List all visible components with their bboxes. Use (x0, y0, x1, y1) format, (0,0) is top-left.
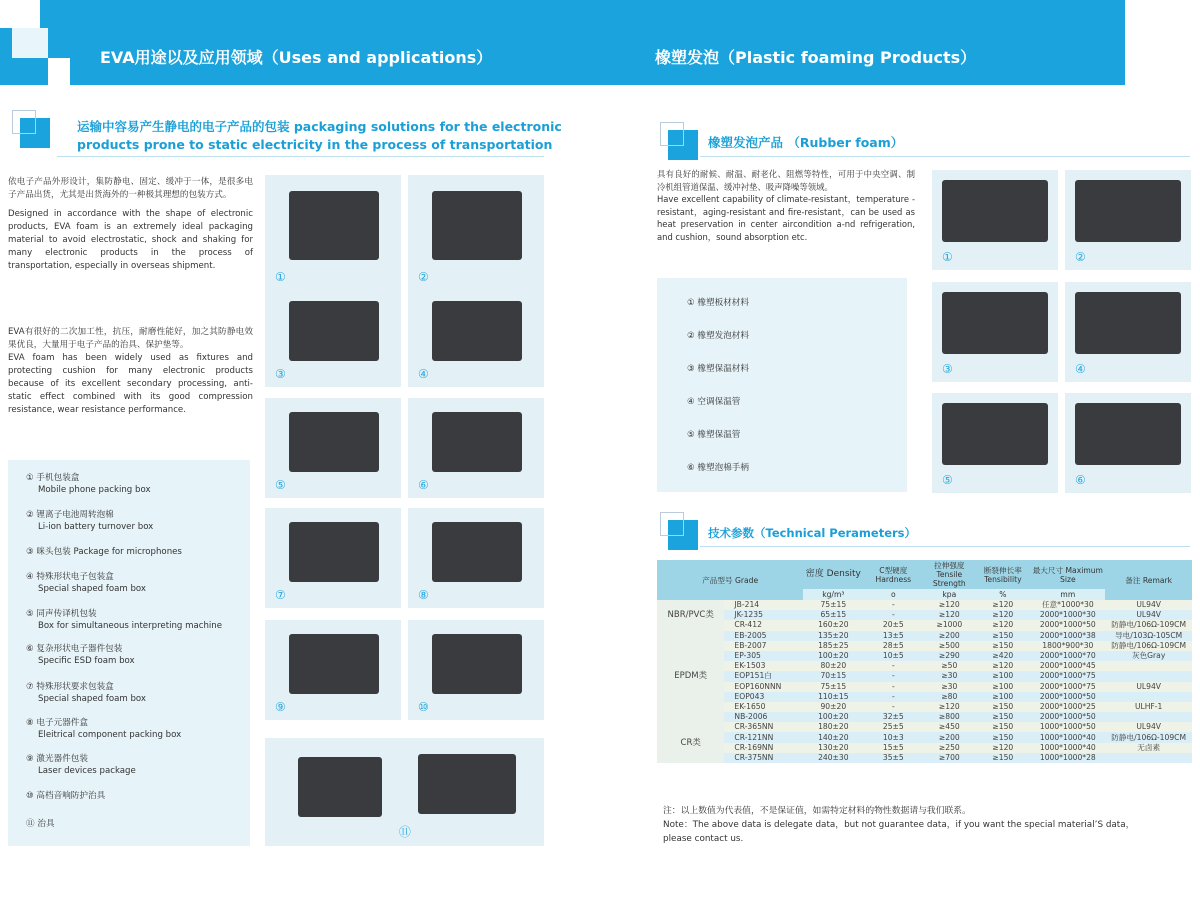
remark-cell: UL94V (1105, 610, 1192, 620)
remark-cell (1105, 712, 1192, 722)
image-number: ⑤ (942, 473, 953, 487)
tensibility-cell: ≥150 (975, 631, 1030, 641)
header-remark: 备注 Remark (1105, 560, 1192, 600)
remark-cell: UL94V (1105, 722, 1192, 732)
tensile-cell: ≥250 (923, 743, 975, 753)
hardness-cell: - (863, 610, 923, 620)
product-image (1065, 393, 1191, 493)
product-image (265, 620, 401, 720)
section-title-line2: products prone to static electricity in the process of transportation (77, 137, 553, 152)
size-cell: 1000*1000*40 (1030, 743, 1105, 753)
list-item-en: Special shaped foam box (38, 694, 147, 704)
eva-cn: EVA有很好的二次加工性，抗压，耐磨性能好，加之其防静电效果优良，大量用于电子产品的治具、保护垫等。 (8, 327, 253, 350)
product-image (408, 287, 544, 387)
foam-product-shape (942, 403, 1048, 465)
rubber-en: Have excellent capability of climate-resistant，temperature -resistant，aging-resistant and fire-resistant，can be used as heat preservation in center aircondition a-nd refrigeration, and cushion，sound absorption etc. (657, 194, 915, 242)
density-cell: 100±20 (803, 712, 863, 722)
list-item (26, 753, 136, 777)
foam-product-shape (432, 191, 522, 260)
table-row (657, 661, 1192, 671)
square-icon (668, 130, 698, 160)
header-tensile: 拉伸强度 Tensile Strength (923, 560, 975, 589)
tech-params-table (657, 560, 1192, 763)
tensibility-cell: ≥120 (975, 743, 1030, 753)
square-icon (20, 118, 50, 148)
density-cell: 160±20 (803, 620, 863, 630)
remark-cell (1105, 753, 1192, 763)
group-cell: NBR/PVC类 (657, 600, 724, 631)
remark-cell: 灰色Gray (1105, 651, 1192, 661)
foam-product-shape (1075, 292, 1181, 354)
foam-product-shape (418, 754, 516, 813)
list-item-cn: ⑧ 电子元器件盒 (26, 718, 88, 728)
image-number: ⑤ (275, 478, 286, 492)
image-number: ④ (418, 367, 429, 381)
foam-product-shape (432, 634, 522, 694)
product-image (265, 738, 544, 846)
image-number: ④ (1075, 362, 1086, 376)
grade-cell: CR-169NN (724, 743, 803, 753)
header-hardness: C型硬度 Hardness (863, 560, 923, 589)
divider (700, 546, 1190, 547)
list-item-cn: ③ 咪头包装 Package for microphones (26, 547, 182, 557)
hardness-cell: 25±5 (863, 722, 923, 732)
foam-product-shape (298, 757, 382, 816)
tensile-cell: ≥1000 (923, 620, 975, 630)
grade-cell: EOP160NNN (724, 682, 803, 692)
section-header-packaging (20, 118, 562, 154)
density-cell: 130±20 (803, 743, 863, 753)
tensibility-cell: ≥120 (975, 600, 1030, 610)
remark-cell (1105, 671, 1192, 681)
note-en: Note：The above data is delegate data，but not guarantee data，if you want the special material’S data，please contact us. (663, 820, 1135, 844)
tensibility-cell: ≥150 (975, 641, 1030, 651)
density-cell: 140±20 (803, 732, 863, 742)
grade-cell: EK-1503 (724, 661, 803, 671)
size-cell: 1000*1000*40 (1030, 732, 1105, 742)
list-item (26, 546, 182, 558)
table-row (657, 641, 1192, 651)
table-row (657, 682, 1192, 692)
tensile-cell: ≥30 (923, 682, 975, 692)
foam-product-shape (432, 412, 522, 472)
grade-cell: EOP151白 (724, 671, 803, 681)
list-item-cn: ⑦ 特殊形状要求包装盒 (26, 682, 114, 692)
list-item (26, 818, 55, 830)
list-item-cn: ⑪ 治具 (26, 819, 55, 829)
remark-cell: UL94V (1105, 682, 1192, 692)
density-cell: 110±15 (803, 692, 863, 702)
right-page-title: 橡塑发泡（Plastic foaming Products） (655, 48, 977, 67)
tensile-cell: ≥120 (923, 600, 975, 610)
corner-decoration (12, 28, 48, 58)
grade-cell: CR-365NN (724, 722, 803, 732)
remark-cell: 防静电/106Ω-109CM (1105, 732, 1192, 742)
grade-cell: EB-2005 (724, 631, 803, 641)
table-row (657, 610, 1192, 620)
image-number: ⑦ (275, 588, 286, 602)
grade-cell: JB-214 (724, 600, 803, 610)
density-cell: 75±15 (803, 682, 863, 692)
size-cell: 2000*1000*45 (1030, 661, 1105, 671)
list-item (26, 643, 135, 667)
tensibility-cell: ≥120 (975, 620, 1030, 630)
list-item-cn: ⑥ 复杂形状电子器件包装 (26, 644, 123, 654)
hardness-cell: - (863, 702, 923, 712)
header-tensibility: 断裂伸长率 Tensibility (975, 560, 1030, 589)
tensibility-cell: ≥100 (975, 682, 1030, 692)
list-item (26, 681, 146, 705)
density-cell: 185±25 (803, 641, 863, 651)
size-cell: 2000*1000*25 (1030, 702, 1105, 712)
table-row (657, 753, 1192, 763)
tensibility-cell: ≥150 (975, 732, 1030, 742)
product-image (932, 282, 1058, 382)
table-row (657, 651, 1192, 661)
list-item-en: Mobile phone packing box (38, 485, 151, 495)
hardness-cell: 15±5 (863, 743, 923, 753)
list-item-cn: ⑤ 同声传译机包装 (26, 609, 97, 619)
rubber-cn: 具有良好的耐候、耐温、耐老化、阻燃等特性，可用于中央空调、制冷机组管道保温、缓冲衬垫、吸声降噪等领域。 (657, 169, 915, 192)
size-cell: 任意*1000*30 (1030, 600, 1105, 610)
density-cell: 80±20 (803, 661, 863, 671)
table-row (657, 631, 1192, 641)
foam-product-shape (942, 180, 1048, 242)
list-item (26, 608, 222, 632)
image-number: ⑥ (1075, 473, 1086, 487)
hardness-cell: - (863, 671, 923, 681)
list-item: ⑥ 橡塑泡棉手柄 (687, 463, 749, 473)
tensibility-cell: ≥150 (975, 753, 1030, 763)
foam-product-shape (289, 522, 379, 582)
hardness-cell: - (863, 682, 923, 692)
foam-product-shape (289, 191, 379, 260)
image-number: ② (1075, 250, 1086, 264)
product-image (265, 175, 401, 290)
remark-cell: 防静电/106Ω-109CM (1105, 620, 1192, 630)
list-item-en: Specific ESD foam box (38, 656, 135, 666)
list-item (26, 472, 151, 496)
density-cell: 100±20 (803, 651, 863, 661)
size-cell: 2000*1000*50 (1030, 620, 1105, 630)
list-item-cn: ④ 特殊形状电子包装盒 (26, 572, 114, 582)
density-cell: 240±30 (803, 753, 863, 763)
table-row (657, 620, 1192, 630)
tensile-cell: ≥200 (923, 732, 975, 742)
intro-en: Designed in accordance with the shape of electronic products, EVA foam is an extremely ideal packaging material to avoid electrostatic, shock and shaking for many electronic products in the process of transportation, especially in overseas shipment. (8, 209, 253, 271)
tensile-cell: ≥80 (923, 692, 975, 702)
foam-product-shape (432, 301, 522, 361)
density-cell: 180±20 (803, 722, 863, 732)
size-cell: 2000*1000*50 (1030, 712, 1105, 722)
hardness-cell: 32±5 (863, 712, 923, 722)
size-cell: 2000*1000*50 (1030, 692, 1105, 702)
group-cell: CR类 (657, 722, 724, 763)
foam-product-shape (289, 634, 379, 694)
unit-tensibility: % (975, 589, 1030, 600)
remark-cell: 导电/103Ω-105CM (1105, 631, 1192, 641)
foam-product-shape (1075, 403, 1181, 465)
hardness-cell: - (863, 692, 923, 702)
tensibility-cell: ≥120 (975, 610, 1030, 620)
list-item: ① 橡塑板材材料 (687, 298, 749, 308)
density-cell: 65±15 (803, 610, 863, 620)
section-title-line1: 运输中容易产生静电的电子产品的包装 packaging solutions for the electronic (77, 119, 562, 134)
foam-product-shape (289, 412, 379, 472)
note (663, 804, 1163, 846)
section-title: 橡塑发泡产品 （Rubber foam） (708, 135, 904, 150)
list-item-cn: ⑨ 激光器件包装 (26, 754, 88, 764)
density-cell: 135±20 (803, 631, 863, 641)
density-cell: 70±15 (803, 671, 863, 681)
list-item (26, 717, 181, 741)
tech-title: 技术参数（Technical Perameters） (708, 526, 917, 540)
product-image (932, 170, 1058, 270)
list-item-en: Laser devices package (38, 766, 136, 776)
product-image (265, 508, 401, 608)
divider (57, 156, 544, 157)
list-item-cn: ① 手机包装盒 (26, 473, 80, 483)
density-cell: 75±15 (803, 600, 863, 610)
image-number: ③ (275, 367, 286, 381)
hardness-cell: 13±5 (863, 631, 923, 641)
size-cell: 2000*1000*30 (1030, 610, 1105, 620)
product-image (408, 175, 544, 290)
hardness-cell: 20±5 (863, 620, 923, 630)
image-number: ⑩ (418, 700, 429, 714)
unit-hardness: o (863, 589, 923, 600)
product-image (265, 287, 401, 387)
list-item-en: Special shaped foam box (38, 584, 147, 594)
application-list-panel (8, 460, 250, 846)
intro-cn: 依电子产品外形设计，集防静电、固定、缓冲于一体，是很多电子产品出货，尤其是出货海外的一种极其理想的包装方式。 (8, 177, 253, 200)
grade-cell: NB-2006 (724, 712, 803, 722)
remark-cell (1105, 661, 1192, 671)
product-image (1065, 170, 1191, 270)
product-image (932, 393, 1058, 493)
table-row (657, 712, 1192, 722)
size-cell: 2000*1000*75 (1030, 682, 1105, 692)
divider (700, 156, 1190, 157)
tensile-cell: ≥450 (923, 722, 975, 732)
remark-cell: 防静电/106Ω-109CM (1105, 641, 1192, 651)
hardness-cell: 10±3 (863, 732, 923, 742)
grade-cell: JK-1235 (724, 610, 803, 620)
hardness-cell: 28±5 (863, 641, 923, 651)
remark-cell: UL94V (1105, 600, 1192, 610)
tensile-cell: ≥50 (923, 661, 975, 671)
product-image (408, 620, 544, 720)
product-image (265, 398, 401, 498)
product-image (408, 508, 544, 608)
grade-cell: EP-305 (724, 651, 803, 661)
table-row (657, 722, 1192, 732)
size-cell: 1000*1000*28 (1030, 753, 1105, 763)
foam-product-shape (942, 292, 1048, 354)
list-item (26, 571, 146, 595)
list-item-en: Eleitrical component packing box (38, 730, 182, 740)
list-item-cn: ⑩ 高档音响防护治具 (26, 791, 106, 801)
image-number: ⑨ (275, 700, 286, 714)
tensile-cell: ≥290 (923, 651, 975, 661)
table-row (657, 732, 1192, 742)
rubber-list-panel (657, 278, 907, 492)
tensibility-cell: ≥120 (975, 661, 1030, 671)
left-page-title: EVA用途以及应用领域（Uses and applications） (100, 48, 493, 67)
size-cell: 2000*1000*75 (1030, 671, 1105, 681)
corner-decoration (48, 58, 70, 85)
image-number: ② (418, 270, 429, 284)
size-cell: 2000*1000*38 (1030, 631, 1105, 641)
tensile-cell: ≥500 (923, 641, 975, 651)
tensile-cell: ≥120 (923, 702, 975, 712)
density-cell: 90±20 (803, 702, 863, 712)
image-number: ① (275, 270, 286, 284)
square-icon (668, 520, 698, 550)
tensibility-cell: ≥420 (975, 651, 1030, 661)
grade-cell: EOP043 (724, 692, 803, 702)
header-banner (0, 0, 1125, 85)
group-cell: EPDM类 (657, 631, 724, 723)
table-row (657, 692, 1192, 702)
grade-cell: CR-121NN (724, 732, 803, 742)
tensile-cell: ≥200 (923, 631, 975, 641)
tensibility-cell: ≥150 (975, 712, 1030, 722)
table-row (657, 702, 1192, 712)
image-number: ⑥ (418, 478, 429, 492)
grade-cell: CR-412 (724, 620, 803, 630)
grade-cell: EB-2007 (724, 641, 803, 651)
list-item (26, 509, 153, 533)
table-row (657, 743, 1192, 753)
tensile-cell: ≥120 (923, 610, 975, 620)
tensile-cell: ≥800 (923, 712, 975, 722)
tensibility-cell: ≥150 (975, 702, 1030, 712)
remark-cell: 无卤素 (1105, 743, 1192, 753)
list-item: ⑤ 橡塑保温管 (687, 430, 741, 440)
list-item (26, 790, 105, 802)
size-cell: 2000*1000*70 (1030, 651, 1105, 661)
list-item-en: Li-ion battery turnover box (38, 522, 154, 532)
list-item-en: Box for simultaneous interpreting machine (38, 621, 223, 631)
tensibility-cell: ≥150 (975, 722, 1030, 732)
image-number: ① (942, 250, 953, 264)
corner-decoration (0, 0, 40, 28)
hardness-cell: - (863, 661, 923, 671)
list-item-cn: ② 锂离子电池周转泡棉 (26, 510, 114, 520)
eva-en: EVA foam has been widely used as fixtures and protecting cushion for many electronic products because of its excellent secondary processing, anti-static effect combined with its good compression resistance, wear resistance performance. (8, 353, 253, 415)
foam-product-shape (432, 522, 522, 582)
tensibility-cell: ≥100 (975, 671, 1030, 681)
tensile-cell: ≥700 (923, 753, 975, 763)
product-image (408, 398, 544, 498)
remark-cell: ULHF-1 (1105, 702, 1192, 712)
tensibility-cell: ≥100 (975, 692, 1030, 702)
list-item: ④ 空调保温管 (687, 397, 741, 407)
remark-cell (1105, 692, 1192, 702)
size-cell: 1000*1000*50 (1030, 722, 1105, 732)
hardness-cell: 35±5 (863, 753, 923, 763)
size-cell: 1800*900*30 (1030, 641, 1105, 651)
unit-density: kg/m³ (803, 589, 863, 600)
header-density: 密度 Density (803, 560, 863, 589)
image-number: ⑧ (418, 588, 429, 602)
product-image (1065, 282, 1191, 382)
unit-tensile: kpa (923, 589, 975, 600)
tensile-cell: ≥30 (923, 671, 975, 681)
grade-cell: EK-1650 (724, 702, 803, 712)
header-size: 最大尺寸 Maximum Size (1030, 560, 1105, 589)
header-grade: 产品型号 Grade (657, 560, 803, 600)
hardness-cell: - (863, 600, 923, 610)
foam-product-shape (289, 301, 379, 361)
hardness-cell: 10±5 (863, 651, 923, 661)
list-item: ② 橡塑发泡材料 (687, 331, 749, 341)
image-number: ⑪ (398, 825, 411, 839)
note-cn: 注：以上数值为代表值，不是保证值，如需特定材料的物性数据请与我们联系。 (663, 806, 971, 816)
grade-cell: CR-375NN (724, 753, 803, 763)
list-item: ③ 橡塑保温材料 (687, 364, 749, 374)
unit-size: mm (1030, 589, 1105, 600)
foam-product-shape (1075, 180, 1181, 242)
table-row (657, 600, 1192, 610)
image-number: ③ (942, 362, 953, 376)
table-row (657, 671, 1192, 681)
